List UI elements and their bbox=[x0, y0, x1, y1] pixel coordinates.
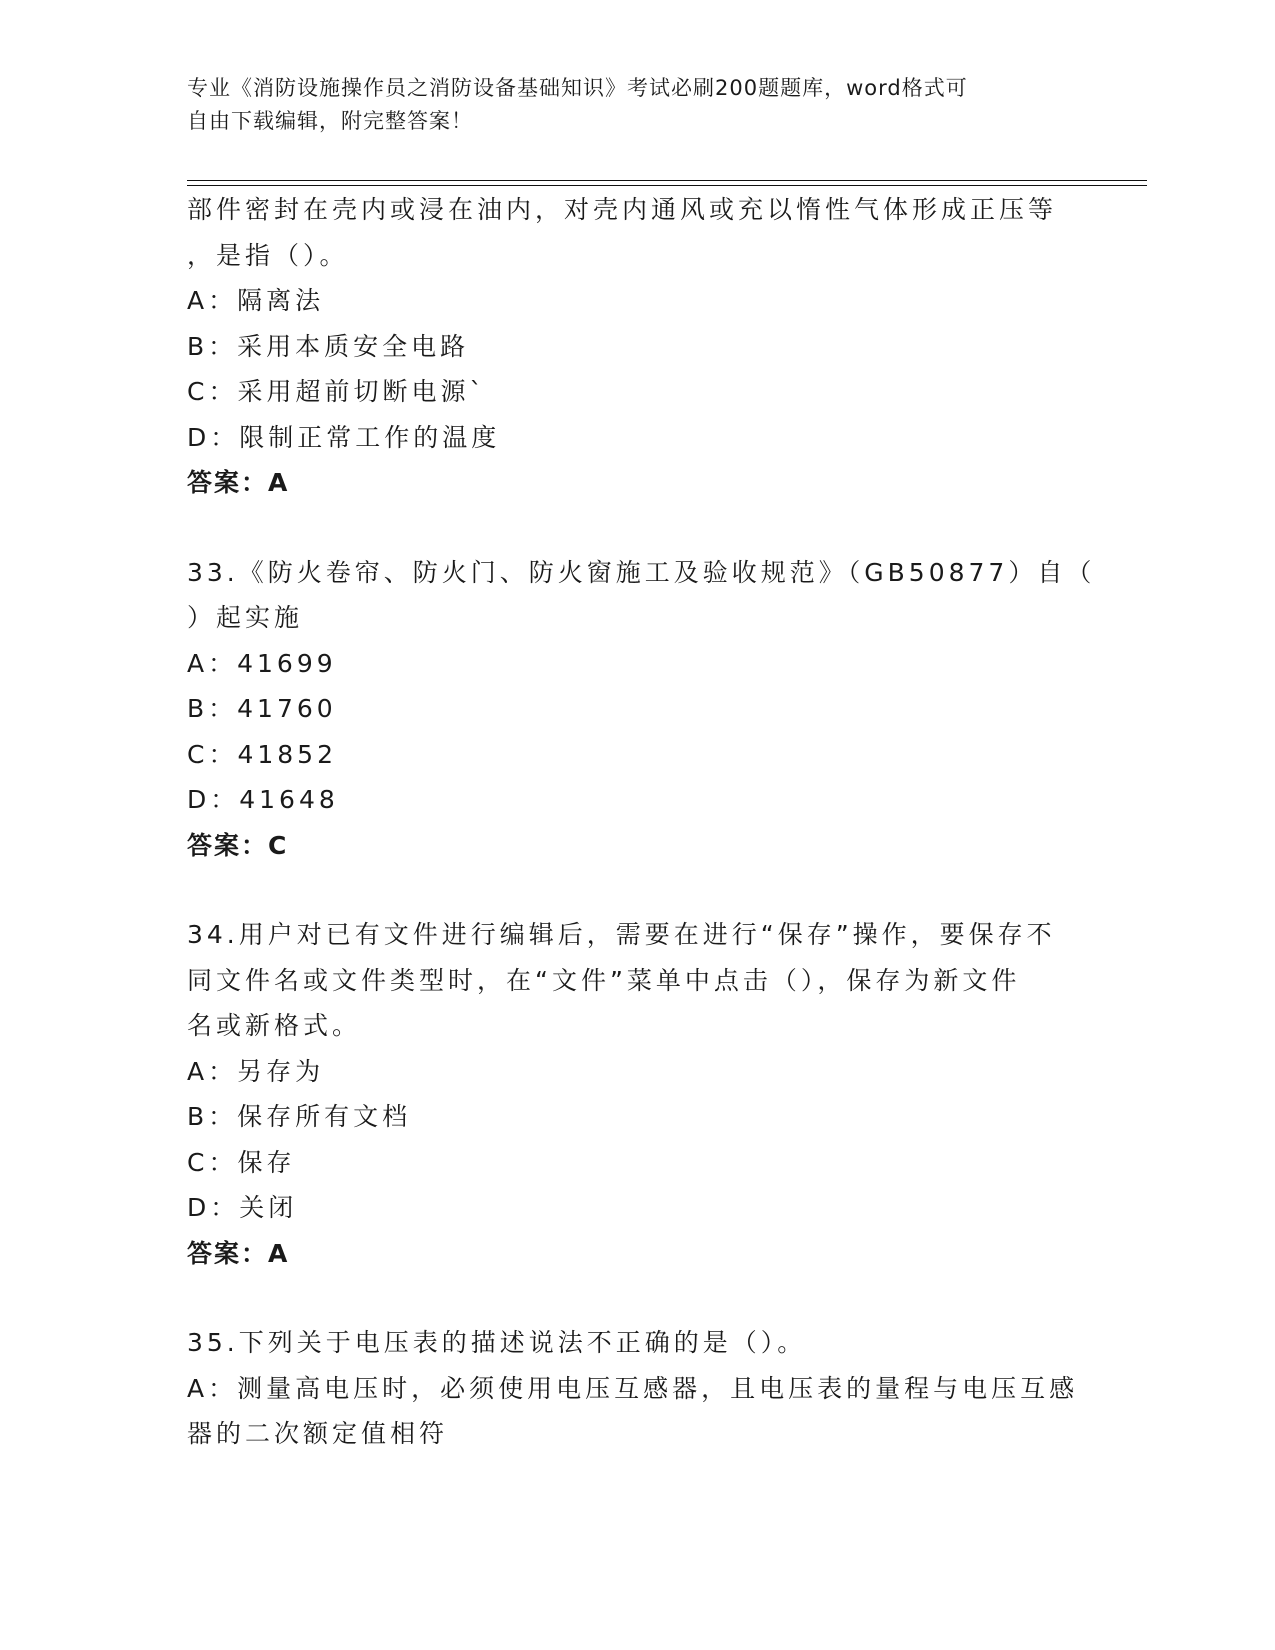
option-a: A：隔离法 bbox=[187, 286, 325, 315]
option-c: C：采用超前切断电源` bbox=[187, 377, 486, 406]
option-d: D：关闭 bbox=[187, 1193, 298, 1222]
header-divider-top bbox=[187, 180, 1147, 181]
answer-line: 答案：A bbox=[187, 1238, 290, 1268]
answer-line: 答案：C bbox=[187, 830, 289, 860]
option-a-continuation: 器的二次额定值相符 bbox=[187, 1419, 449, 1448]
question-stem-line: 35.下列关于电压表的描述说法不正确的是（）。 bbox=[187, 1328, 807, 1357]
question-spacer bbox=[187, 868, 1087, 912]
option-d: D：限制正常工作的温度 bbox=[187, 422, 501, 452]
option-a: A：另存为 bbox=[187, 1056, 325, 1086]
option-d: D：41648 bbox=[187, 785, 339, 814]
question-32 bbox=[187, 187, 1087, 506]
header-line-2: 自由下载编辑，附完整答案！ bbox=[187, 109, 473, 133]
question-stem-line: 名或新格式。 bbox=[187, 1011, 362, 1040]
question-spacer bbox=[187, 506, 1087, 550]
header-line-1: 专业《消防设施操作员之消防设备基础知识》考试必刷200题题库，word格式可 bbox=[187, 76, 968, 100]
question-stem-line: 部件密封在壳内或浸在油内，对壳内通风或充以惰性气体形成正压等 bbox=[187, 195, 1058, 224]
option-c: C：41852 bbox=[187, 739, 337, 769]
question-stem-line: ，是指（）。 bbox=[187, 240, 349, 270]
question-spacer bbox=[187, 1276, 1087, 1320]
option-a: A：41699 bbox=[187, 648, 337, 678]
question-stem-line: 34.用户对已有文件进行编辑后，需要在进行“保存”操作，要保存不 bbox=[187, 920, 1056, 949]
question-stem-line: 同文件名或文件类型时，在“文件”菜单中点击（），保存为新文件 bbox=[187, 965, 1021, 995]
question-stem-line: ）起实施 bbox=[187, 603, 304, 632]
document-header bbox=[187, 72, 1067, 138]
question-35 bbox=[187, 1320, 1087, 1457]
question-stem-line: 33.《防火卷帘、防火门、防火窗施工及验收规范》（GB50877）自（ bbox=[187, 557, 1096, 587]
question-33 bbox=[187, 550, 1096, 869]
option-c: C：保存 bbox=[187, 1147, 296, 1177]
question-34 bbox=[187, 912, 1087, 1276]
header-divider-bottom bbox=[187, 185, 1147, 186]
answer-line: 答案：A bbox=[187, 468, 290, 497]
option-b: B：保存所有文档 bbox=[187, 1102, 412, 1131]
option-b: B：采用本质安全电路 bbox=[187, 331, 470, 361]
option-b: B：41760 bbox=[187, 694, 337, 723]
option-a: A：测量高电压时，必须使用电压互感器，且电压表的量程与电压互感 bbox=[187, 1373, 1079, 1403]
question-list bbox=[187, 187, 1096, 1457]
